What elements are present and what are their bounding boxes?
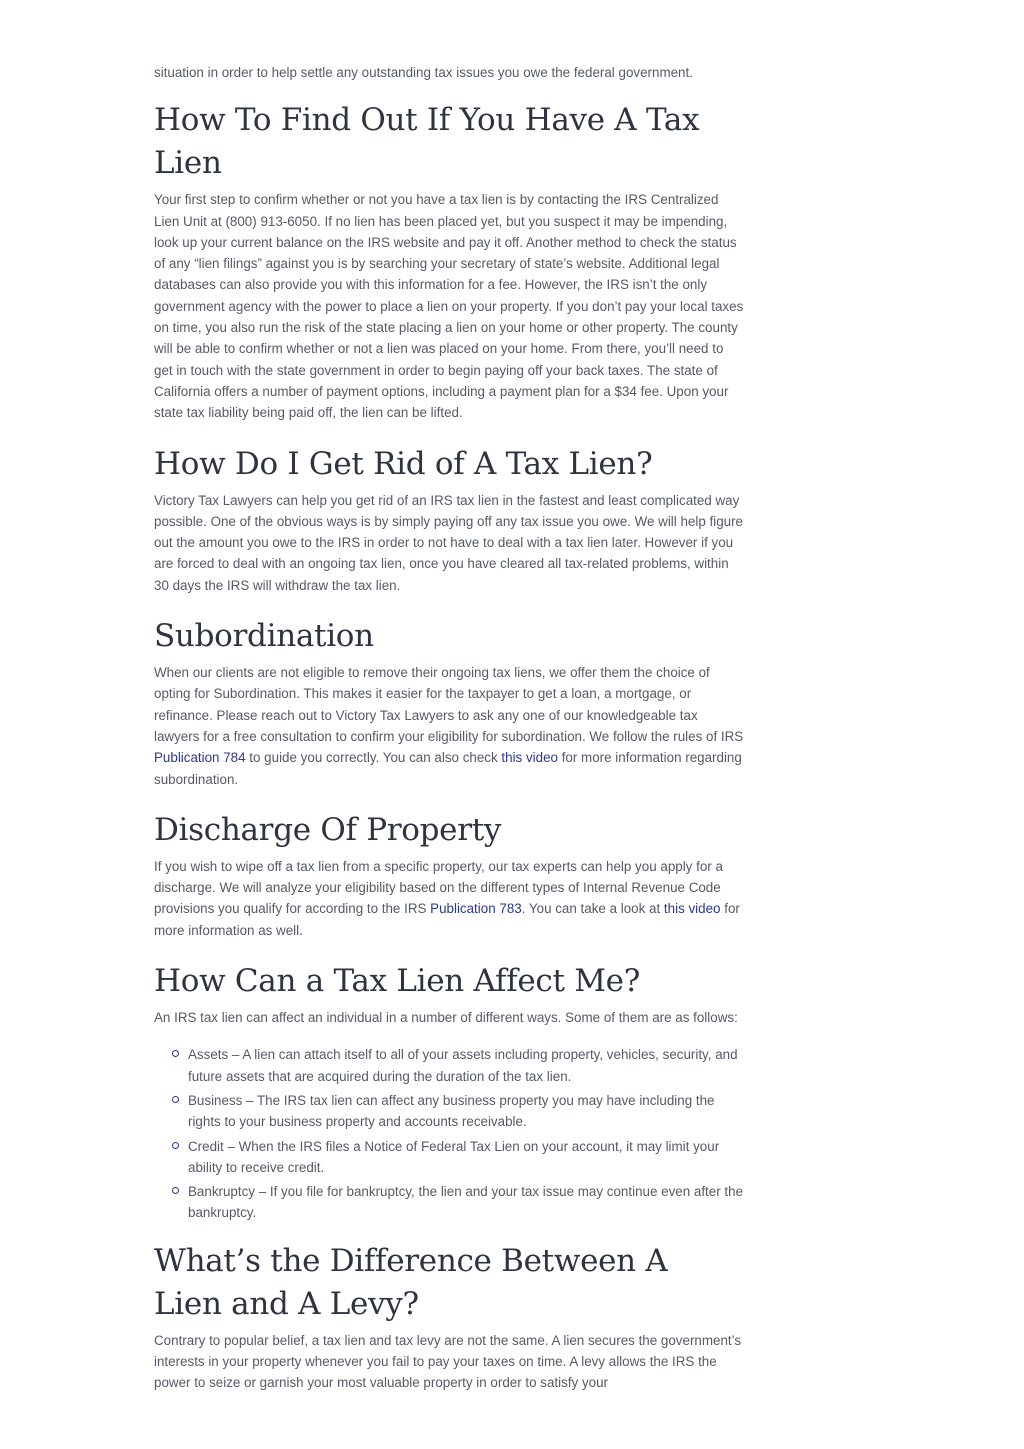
discharge-text-3: for more information as well. xyxy=(154,901,740,938)
heading-get-rid: How Do I Get Rid of A Tax Lien? xyxy=(154,445,653,482)
list-item-text: Credit – When the IRS files a Notice of Federal Tax Lien on your account, it may limit your ability to receive credit. xyxy=(188,1138,720,1175)
difference-paragraph: Contrary to popular belief, a tax lien and tax levy are not the same. A lien secures the government’s interests in your property whenever you fail to pay your taxes on time. A levy allows the IRS the power to seize or garnish your most valuable property in order to satisfy your xyxy=(154,1332,742,1391)
article-content xyxy=(154,62,744,1394)
heading-find-out: How To Find Out If You Have A Tax Lien xyxy=(154,102,700,182)
subordination-paragraph xyxy=(154,662,744,790)
circle-bullet-icon xyxy=(172,1096,179,1103)
discharge-paragraph xyxy=(154,856,744,941)
discharge-video-link[interactable]: this video xyxy=(663,901,721,917)
discharge-text-2: . You can take a look at xyxy=(521,901,664,917)
intro-paragraph: situation in order to help settle any outstanding tax issues you owe the federal government. xyxy=(154,65,693,80)
circle-bullet-icon xyxy=(172,1142,179,1149)
circle-bullet-icon xyxy=(172,1187,179,1194)
affect-list xyxy=(154,1044,744,1223)
find-out-paragraph: Your first step to confirm whether or not you have a tax lien is by contacting the IRS Centralized Lien Unit at (800) 913-6050. If no lien has been placed yet, but you suspect it may be impending, look up your current balance on the IRS website and pay it off. Another method to check the status of any “lien filings” against you is by searching your secretary of state’s website. Additional legal databases can also provide you with this information for a fee. However, the IRS isn’t the only government agency with the power to place a lien on your property. If you don’t pay your local taxes on time, you also run the risk of the state placing a lien on your home or other property. The county will be able to confirm whether or not a lien was placed on your home. From there, you’ll need to get in touch with the state government in order to begin paying off your back taxes. The state of California offers a number of payment options, including a payment plan for a $34 fee. Upon your state tax liability being paid off, the lien can be lifted. xyxy=(154,192,744,421)
subordination-text-2: to guide you correctly. You can also check xyxy=(245,750,502,766)
list-item-text: Bankruptcy – If you file for bankruptcy, the lien and your tax issue may continue even after the bankruptcy. xyxy=(188,1184,744,1221)
circle-bullet-icon xyxy=(172,1050,179,1057)
list-item-text: Assets – A lien can attach itself to all of your assets including property, vehicles, security, and future assets that are acquired during the duration of the tax lien. xyxy=(188,1047,738,1084)
subordination-text-3: for more information regarding subordination. xyxy=(154,750,742,787)
get-rid-paragraph: Victory Tax Lawyers can help you get rid of an IRS tax lien in the fastest and least complicated way possible. One of the obvious ways is by simply paying off any tax issue you owe. We will help figure out the amount you owe to the IRS in order to not have to deal with a tax lien later. However if you are forced to deal with an ongoing tax lien, once you have cleared all tax-related problems, within 30 days the IRS will withdraw the tax lien. xyxy=(154,492,743,593)
list-item-text: Business – The IRS tax lien can affect any business property you may have including the rights to your business property and accounts receivable. xyxy=(188,1092,715,1130)
subordination-text-1: When our clients are not eligible to remove their ongoing tax liens, we offer them the choice of opting for Subordination. This makes it easier for the taxpayer to get a loan, a mortgage, or refinance. Please reach out to Victory Tax Lawyers to ask any one of our knowledgeable tax lawyers for a free consultation to confirm your eligibility for subordination. We follow the rules of IRS xyxy=(154,665,744,744)
heading-discharge: Discharge Of Property xyxy=(154,811,502,848)
publication-784-link[interactable]: Publication 784 xyxy=(154,750,246,766)
publication-783-link[interactable]: Publication 783 xyxy=(430,901,522,917)
heading-subordination: Subordination xyxy=(154,618,374,655)
affect-paragraph: An IRS tax lien can affect an individual in a number of different ways. Some of them are as follows: xyxy=(154,1010,738,1026)
heading-difference: What’s the Difference Between A Lien and A Levy? xyxy=(154,1242,668,1322)
list-item xyxy=(188,1044,744,1087)
list-item xyxy=(188,1136,744,1179)
list-item xyxy=(188,1090,744,1133)
list-item xyxy=(188,1181,744,1224)
discharge-text-1: If you wish to wipe off a tax lien from a specific property, our tax experts can help you apply for a discharge. We will analyze your eligibility based on the different types of Internal Revenue Code provisions you qualify for according to the IRS xyxy=(154,858,723,917)
subordination-video-link[interactable]: this video xyxy=(501,750,558,766)
heading-affect: How Can a Tax Lien Affect Me? xyxy=(154,963,641,1000)
